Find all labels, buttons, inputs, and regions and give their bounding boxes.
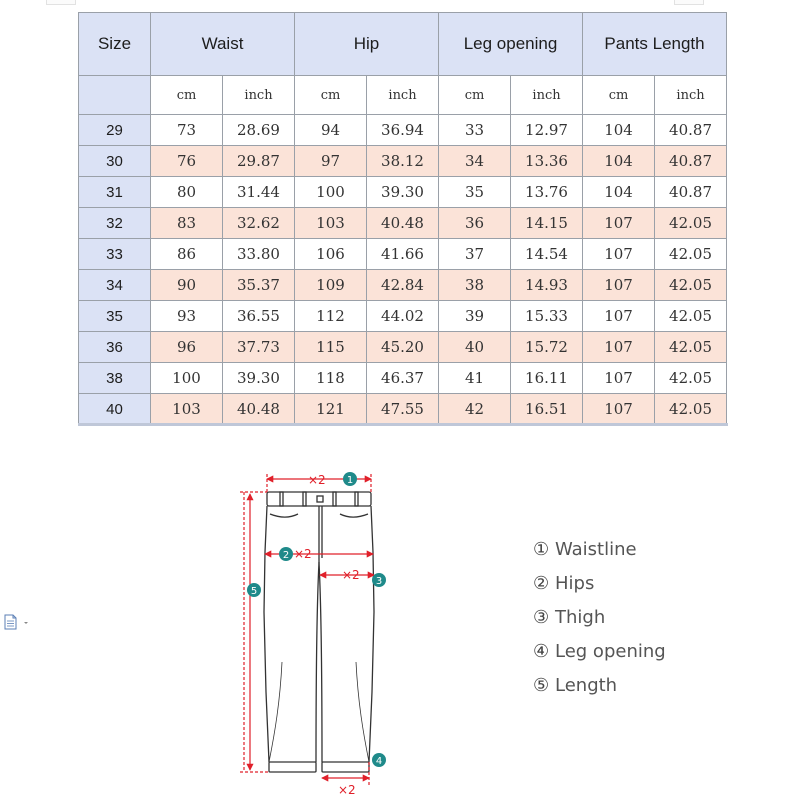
measure-cell: 112 <box>295 301 367 332</box>
measure-cell: 107 <box>583 270 655 301</box>
header-pants-length: Pants Length <box>583 13 727 76</box>
legend-number: ⑤ <box>533 674 550 696</box>
measure-cell: 76 <box>151 146 223 177</box>
legend-label: Waistline <box>555 538 637 560</box>
legend-label: Thigh <box>555 606 606 628</box>
table-row <box>79 239 727 270</box>
measure-cell: 107 <box>583 363 655 394</box>
unit-cell: cm <box>295 76 367 115</box>
measure-cell: 97 <box>295 146 367 177</box>
measure-cell: 103 <box>151 394 223 425</box>
thigh-multiplier: ×2 <box>342 568 360 582</box>
measure-cell: 29.87 <box>223 146 295 177</box>
measure-cell: 14.54 <box>511 239 583 270</box>
measure-cell: 41.66 <box>367 239 439 270</box>
unit-cell: cm <box>151 76 223 115</box>
measure-cell: 13.36 <box>511 146 583 177</box>
measure-cell: 107 <box>583 332 655 363</box>
measure-cell: 36 <box>439 208 511 239</box>
header-hip: Hip <box>295 13 439 76</box>
measure-cell: 103 <box>295 208 367 239</box>
measure-cell: 109 <box>295 270 367 301</box>
size-cell: 38 <box>79 363 151 394</box>
measure-cell: 104 <box>583 177 655 208</box>
measure-cell: 36.94 <box>367 115 439 146</box>
table-row <box>79 332 727 363</box>
svg-text:5: 5 <box>250 586 258 597</box>
top-frame-mark-right <box>674 0 704 5</box>
unit-cell: inch <box>511 76 583 115</box>
unit-cell: inch <box>655 76 727 115</box>
measure-cell: 42.05 <box>655 332 727 363</box>
measure-cell: 104 <box>583 115 655 146</box>
table-bottom-border <box>78 423 728 426</box>
table-row <box>79 177 727 208</box>
unit-cell: inch <box>223 76 295 115</box>
measure-cell: 45.20 <box>367 332 439 363</box>
measure-cell: 33.80 <box>223 239 295 270</box>
hip-multiplier: ×2 <box>294 547 312 561</box>
legend-item-waistline <box>533 532 666 566</box>
measure-cell: 39 <box>439 301 511 332</box>
measure-cell: 46.37 <box>367 363 439 394</box>
document-icon[interactable] <box>3 614 33 635</box>
legend-number: ③ <box>533 606 550 628</box>
measure-cell: 35.37 <box>223 270 295 301</box>
svg-text:1: 1 <box>346 475 354 486</box>
measure-cell: 107 <box>583 394 655 425</box>
measure-cell: 42.05 <box>655 239 727 270</box>
size-cell: 34 <box>79 270 151 301</box>
measure-cell: 40.48 <box>223 394 295 425</box>
measure-cell: 42.05 <box>655 301 727 332</box>
measure-cell: 121 <box>295 394 367 425</box>
measure-cell: 15.33 <box>511 301 583 332</box>
unit-cell: cm <box>583 76 655 115</box>
measure-cell: 39.30 <box>367 177 439 208</box>
measure-cell: 104 <box>583 146 655 177</box>
measure-cell: 42 <box>439 394 511 425</box>
table-row <box>79 363 727 394</box>
size-cell: 30 <box>79 146 151 177</box>
measure-cell: 16.11 <box>511 363 583 394</box>
marker-4 <box>372 753 386 767</box>
measure-cell: 38 <box>439 270 511 301</box>
pants-outline <box>264 492 374 772</box>
measure-cell: 33 <box>439 115 511 146</box>
measure-cell: 31.44 <box>223 177 295 208</box>
marker-2 <box>279 547 293 561</box>
unit-cell: inch <box>367 76 439 115</box>
measure-cell: 35 <box>439 177 511 208</box>
measure-cell: 40.87 <box>655 146 727 177</box>
measure-cell: 47.55 <box>367 394 439 425</box>
measure-cell: 39.30 <box>223 363 295 394</box>
table-row <box>79 115 727 146</box>
measure-cell: 93 <box>151 301 223 332</box>
header-waist: Waist <box>151 13 295 76</box>
measure-cell: 107 <box>583 301 655 332</box>
measure-cell: 107 <box>583 239 655 270</box>
measure-cell: 42.84 <box>367 270 439 301</box>
measure-cell: 40.87 <box>655 115 727 146</box>
size-cell: 31 <box>79 177 151 208</box>
measure-cell: 16.51 <box>511 394 583 425</box>
measure-cell: 36.55 <box>223 301 295 332</box>
measure-cell: 115 <box>295 332 367 363</box>
svg-text:3: 3 <box>375 576 383 587</box>
measure-cell: 15.72 <box>511 332 583 363</box>
legend-number: ④ <box>533 640 550 662</box>
measure-cell: 94 <box>295 115 367 146</box>
legend-item-leg-opening <box>533 634 666 668</box>
measure-cell: 73 <box>151 115 223 146</box>
measure-lines <box>240 474 374 786</box>
measure-cell: 80 <box>151 177 223 208</box>
measure-cell: 44.02 <box>367 301 439 332</box>
measure-cell: 12.97 <box>511 115 583 146</box>
waist-multiplier: ×2 <box>308 473 326 487</box>
size-cell: 29 <box>79 115 151 146</box>
measure-cell: 40.87 <box>655 177 727 208</box>
unit-size-blank <box>79 76 151 115</box>
measure-cell: 13.76 <box>511 177 583 208</box>
measure-cell: 107 <box>583 208 655 239</box>
measure-cell: 14.93 <box>511 270 583 301</box>
measure-cell: 42.05 <box>655 208 727 239</box>
legend-number: ① <box>533 538 550 560</box>
unit-cell: cm <box>439 76 511 115</box>
pants-measurement-diagram <box>230 462 400 800</box>
header-size: Size <box>79 13 151 76</box>
table-row <box>79 208 727 239</box>
legend-label: Leg opening <box>555 640 666 662</box>
legend-item-length <box>533 668 666 702</box>
measure-cell: 14.15 <box>511 208 583 239</box>
size-cell: 33 <box>79 239 151 270</box>
size-cell: 32 <box>79 208 151 239</box>
measure-cell: 41 <box>439 363 511 394</box>
measure-cell: 28.69 <box>223 115 295 146</box>
marker-5 <box>247 583 261 597</box>
header-leg-opening: Leg opening <box>439 13 583 76</box>
size-chart-table <box>78 12 727 425</box>
svg-text:2: 2 <box>282 550 290 561</box>
measure-cell: 100 <box>295 177 367 208</box>
measure-cell: 90 <box>151 270 223 301</box>
measure-cell: 42.05 <box>655 270 727 301</box>
table-row <box>79 301 727 332</box>
legend-item-hips <box>533 566 666 600</box>
legend-label: Hips <box>555 572 595 594</box>
top-frame-mark-left <box>46 0 76 5</box>
measure-cell: 100 <box>151 363 223 394</box>
size-cell: 36 <box>79 332 151 363</box>
legend-label: Length <box>555 674 618 696</box>
measure-cell: 37 <box>439 239 511 270</box>
measure-cell: 42.05 <box>655 394 727 425</box>
measure-cell: 37.73 <box>223 332 295 363</box>
measure-cell: 86 <box>151 239 223 270</box>
marker-3 <box>372 573 386 587</box>
size-cell: 40 <box>79 394 151 425</box>
measure-cell: 83 <box>151 208 223 239</box>
measure-cell: 40.48 <box>367 208 439 239</box>
measure-cell: 38.12 <box>367 146 439 177</box>
unit-row <box>79 76 727 115</box>
measure-cell: 32.62 <box>223 208 295 239</box>
measure-cell: 34 <box>439 146 511 177</box>
measure-cell: 42.05 <box>655 363 727 394</box>
measurement-legend <box>533 532 666 702</box>
size-cell: 35 <box>79 301 151 332</box>
marker-1 <box>343 472 357 486</box>
table-row <box>79 270 727 301</box>
leg-opening-multiplier: ×2 <box>338 783 356 797</box>
measure-cell: 96 <box>151 332 223 363</box>
legend-item-thigh <box>533 600 666 634</box>
measure-cell: 106 <box>295 239 367 270</box>
measure-cell: 40 <box>439 332 511 363</box>
table-row <box>79 146 727 177</box>
measure-cell: 118 <box>295 363 367 394</box>
legend-number: ② <box>533 572 550 594</box>
header-row <box>79 13 727 76</box>
table-row <box>79 394 727 425</box>
svg-text:4: 4 <box>375 756 383 767</box>
